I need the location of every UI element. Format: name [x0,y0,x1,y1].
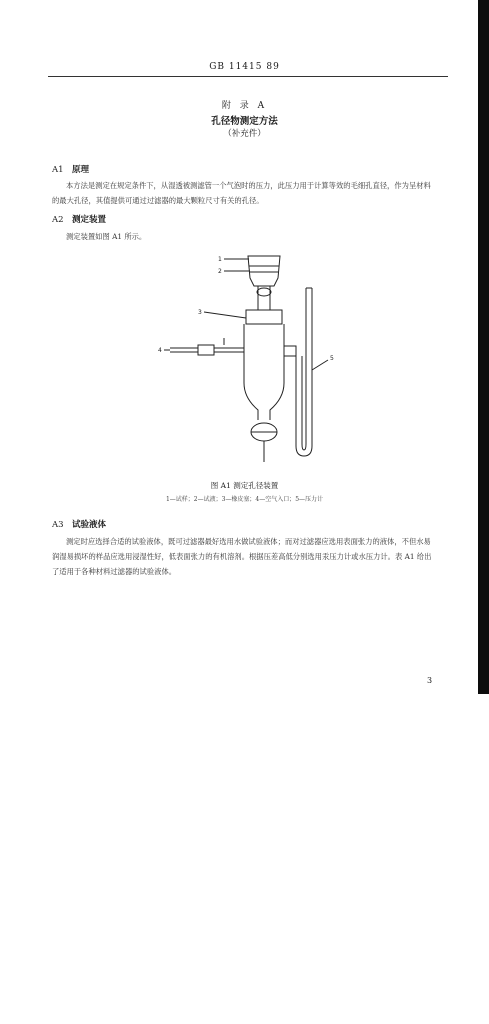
standard-code: GB 11415 89 [209,62,280,72]
figure-label-4: 4 [158,347,162,354]
section-number: A1 [52,165,64,175]
figure-caption: 图 A1 测定孔径装置 [210,481,279,490]
figure-label-5: 5 [330,355,334,362]
section-number: A3 [52,520,64,530]
paragraph-text: 测定装置如图 A1 所示。 [66,232,147,241]
section-a2-heading [52,213,106,225]
leader-line-3 [204,312,246,318]
method-title: 孔径物测定方法 [211,116,278,127]
manometer-right-arm [302,288,306,450]
figure-label-3: 3 [198,309,202,316]
section-title: 测定装置 [72,215,107,225]
paragraph-text: 测定时应选择合适的试验液体，既可过滤器最好选用水做试验液体；而对过滤器应选用表面张力的液体，不但水易润湿易损坏的样品应选用浸湿性好，低表面张力的有机溶剂。根据压差高低分别选用汞压力计或水压力计。表 A1 给出了适用于各种材料过滤器的试验液体。 [52,537,432,576]
funnel-body [248,256,280,286]
section-title: 原理 [72,165,90,175]
section-a1-heading [52,163,89,175]
funnel-neck [258,286,270,310]
section-a2-body [52,229,432,244]
supplement-note: （补充件） [223,129,266,139]
figure-legend: 1—试样；2—试液；3—橡皮塞；4—空气入口；5—压力计 [165,496,324,503]
section-title: 试验液体 [72,520,107,530]
leader-line-5 [312,360,328,370]
manometer-left-arm [296,288,312,456]
section-a3-heading [52,518,106,530]
section-number: A2 [52,215,64,225]
section-a3-body [52,534,432,579]
inlet-valve [198,345,214,355]
section-a1-body [52,178,432,208]
figure-a1 [150,248,380,478]
vessel-body [244,324,284,420]
manometer-link [284,346,296,356]
figure-label-2: 2 [218,268,222,275]
header-rule [48,76,448,77]
rubber-stopper [246,310,282,324]
appendix-label: 附 录 A [221,101,268,111]
neck-joint [257,288,271,296]
scan-edge-shadow [478,0,489,694]
apparatus-diagram [150,248,380,478]
figure-label-1: 1 [218,256,222,263]
page-number: 3 [427,676,433,685]
paragraph-text: 本方法是测定在规定条件下，从湿透被测滤管一个气泡时的压力，此压力用于计算等效的毛细孔直径，作为呈材料的最大孔径，其值提供可通过过滤器的最大颗粒尺寸有关的孔径。 [52,181,431,205]
